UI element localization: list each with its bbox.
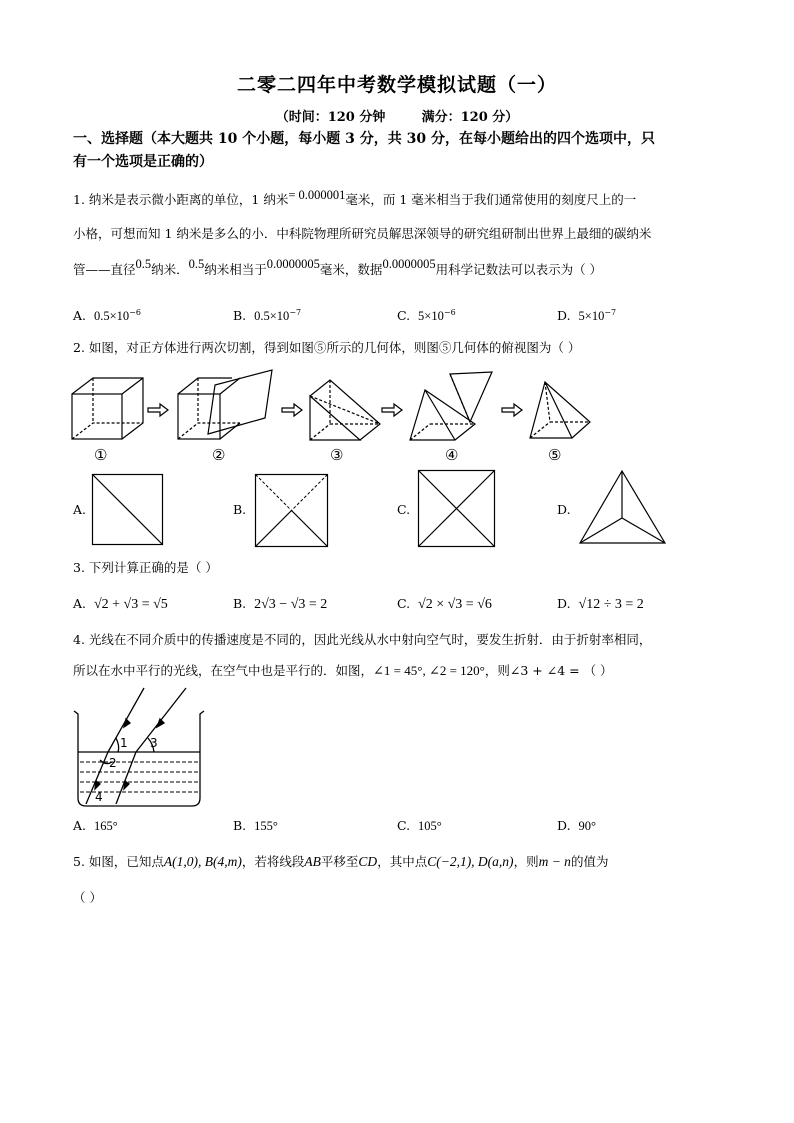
q1-option-b[interactable]	[233, 305, 301, 324]
cube-figure-1	[72, 378, 143, 439]
option-label: D.	[557, 308, 571, 324]
q2-option-a-label[interactable]: A.	[73, 502, 87, 517]
exam-time: （时间：120 分钟	[275, 110, 386, 125]
option-value: 5×10	[418, 309, 444, 324]
q2-fig-label-3: ③	[330, 446, 344, 464]
option-value: 155°	[254, 819, 278, 833]
q4-option-b[interactable]	[233, 818, 278, 834]
q4-line2	[73, 663, 733, 679]
q5-line2: （ ）	[73, 890, 102, 905]
section-heading-line2: 有一个选项是正确的）	[73, 154, 213, 170]
q4-beaker-figure	[70, 686, 210, 811]
q5-l1g: ，其中点	[377, 854, 428, 869]
option-label: B.	[233, 596, 247, 611]
option-value: 165°	[93, 819, 118, 833]
q2-option-d-figure[interactable]	[579, 470, 667, 548]
q5-line1	[73, 854, 733, 870]
exam-score: 满分：120 分）	[421, 110, 519, 125]
option-expr: √2 × √3 = √6	[418, 597, 492, 612]
q1-value-a: = 0.000001	[288, 188, 346, 202]
q1-l3h: 0.0000005	[382, 257, 436, 271]
option-label: A.	[73, 308, 87, 324]
option-label: D.	[557, 596, 571, 611]
q1-l3d: 0.5	[188, 257, 205, 271]
cube-figure-3	[310, 380, 380, 440]
option-label: B.	[233, 308, 247, 324]
option-expr: √12 ÷ 3 = 2	[578, 597, 644, 612]
option-exponent: −6	[129, 308, 141, 317]
option-label: A.	[73, 596, 87, 611]
option-value: 105°	[418, 819, 442, 833]
q4-option-a[interactable]	[73, 818, 118, 834]
q5-l1k: 的值为	[570, 854, 609, 869]
q4-angle-4-label: 4	[95, 790, 103, 804]
q4-l2a: 所以在水中平行的光线，在空气中也是平行的．如图，	[73, 663, 374, 678]
q2-option-b-figure[interactable]	[255, 474, 329, 548]
q1-l3a: 管——直径	[73, 262, 136, 277]
q3-option-b[interactable]	[233, 596, 327, 613]
q1-l3i: 用科学记数法可以表示为（ ）	[435, 262, 603, 277]
q1-line2: 小格，可想而知 1 纳米是多么的小．中科院物理所研究员解思深领导的研究组研制出世界上最细的碳纳米	[73, 226, 652, 241]
option-label: A.	[73, 818, 87, 833]
q3-option-d[interactable]	[557, 596, 644, 613]
q4-l2b: ∠1 = 45°, ∠2 = 120°	[373, 663, 485, 678]
q1-l3b: 0.5	[135, 257, 152, 271]
section-heading	[73, 128, 733, 174]
q2-fig-label-4: ④	[445, 446, 459, 464]
q1-l3f: 0.0000005	[266, 257, 320, 271]
option-value: 90°	[578, 819, 597, 833]
q5-l1i: ，则	[513, 854, 539, 869]
cube-figure-5	[530, 382, 590, 438]
option-exponent: −6	[443, 308, 456, 317]
q1-l3c: 纳米．	[151, 262, 189, 277]
page-title: 二零二四年中考数学模拟试题（一）	[236, 74, 557, 96]
q4-line1: 4. 光线在不同介质中的传播速度是不同的，因此光线从水中射向空气时，要发生折射．由于折射率相同，	[73, 632, 652, 647]
q1-option-d[interactable]	[557, 305, 616, 324]
q4-l2c: ，则∠3 + ∠4 = （ ）	[484, 663, 613, 678]
q1-l3e: 纳米相当于	[204, 262, 267, 277]
option-expr: √2 + √3 = √5	[93, 597, 168, 612]
option-label: C.	[397, 596, 411, 611]
q5-segment-cd: CD	[358, 854, 378, 869]
cube-figure-2	[178, 370, 272, 439]
option-label: B.	[233, 818, 247, 833]
option-label: D.	[557, 818, 571, 833]
q1-option-a[interactable]	[73, 305, 141, 324]
q2-fig-label-2: ②	[212, 446, 226, 464]
q2-fig-label-5: ⑤	[548, 446, 562, 464]
q4-angle-2-label: 2	[109, 756, 117, 770]
q1-option-c[interactable]	[397, 305, 456, 324]
option-label: C.	[397, 818, 411, 833]
q2-option-b-label[interactable]: B.	[233, 502, 247, 517]
q2-option-d-label[interactable]: D.	[557, 502, 571, 517]
option-value: 0.5×10	[254, 309, 290, 324]
q2-text: 2. 如图，对正方体进行两次切割，得到如图⑤所示的几何体，则图⑤几何体的俯视图为（ ）	[73, 340, 581, 355]
q1-text-a: 1. 纳米是表示微小距离的单位，1 纳米	[73, 192, 289, 207]
q5-points-ab: A(1,0), B(4,m)	[163, 854, 242, 869]
q2-option-c-label[interactable]: C.	[397, 502, 411, 517]
q1-text-b: 毫米，而 1 毫米相当于我们通常使用的刻度尺上的一	[345, 192, 637, 207]
q5-l1c: ，若将线段	[241, 854, 305, 869]
q5-segment-ab: AB	[304, 854, 321, 869]
q4-option-d[interactable]	[557, 818, 596, 834]
section-heading-line1: 一、选择题（本大题共 10 个小题，每小题 3 分，共 30 分，在每小题给出的四个选项中，只	[73, 131, 655, 147]
q5-expr: m − n	[538, 854, 571, 869]
option-exponent: −7	[604, 308, 617, 317]
q1-line1	[73, 188, 733, 208]
q5-l1e: 平移至	[320, 854, 359, 869]
q2-option-c-figure[interactable]	[418, 470, 496, 548]
option-exponent: −7	[289, 308, 302, 317]
option-value: 0.5×10	[93, 309, 130, 324]
q1-line3	[73, 257, 733, 278]
q4-option-c[interactable]	[397, 818, 442, 834]
q4-angle-1-label: 1	[120, 736, 128, 750]
q3-text: 3. 下列计算正确的是（ ）	[73, 560, 218, 575]
option-label: C.	[397, 308, 411, 324]
q2-option-a-figure[interactable]	[92, 474, 164, 546]
q2-fig-label-1: ①	[94, 446, 108, 464]
q3-option-c[interactable]	[397, 596, 492, 613]
q5-points-cd: C(−2,1), D(a,n)	[427, 854, 514, 869]
option-expr: 2√3 − √3 = 2	[254, 597, 328, 612]
q1-l3g: 毫米，数据	[319, 262, 383, 277]
option-value: 5×10	[578, 309, 605, 324]
q4-angle-3-label: 3	[150, 736, 158, 750]
exam-info	[0, 106, 794, 125]
cube-figure-4	[410, 372, 492, 440]
q3-option-a[interactable]	[73, 596, 168, 613]
q5-l1a: 5. 如图，已知点	[73, 854, 164, 869]
